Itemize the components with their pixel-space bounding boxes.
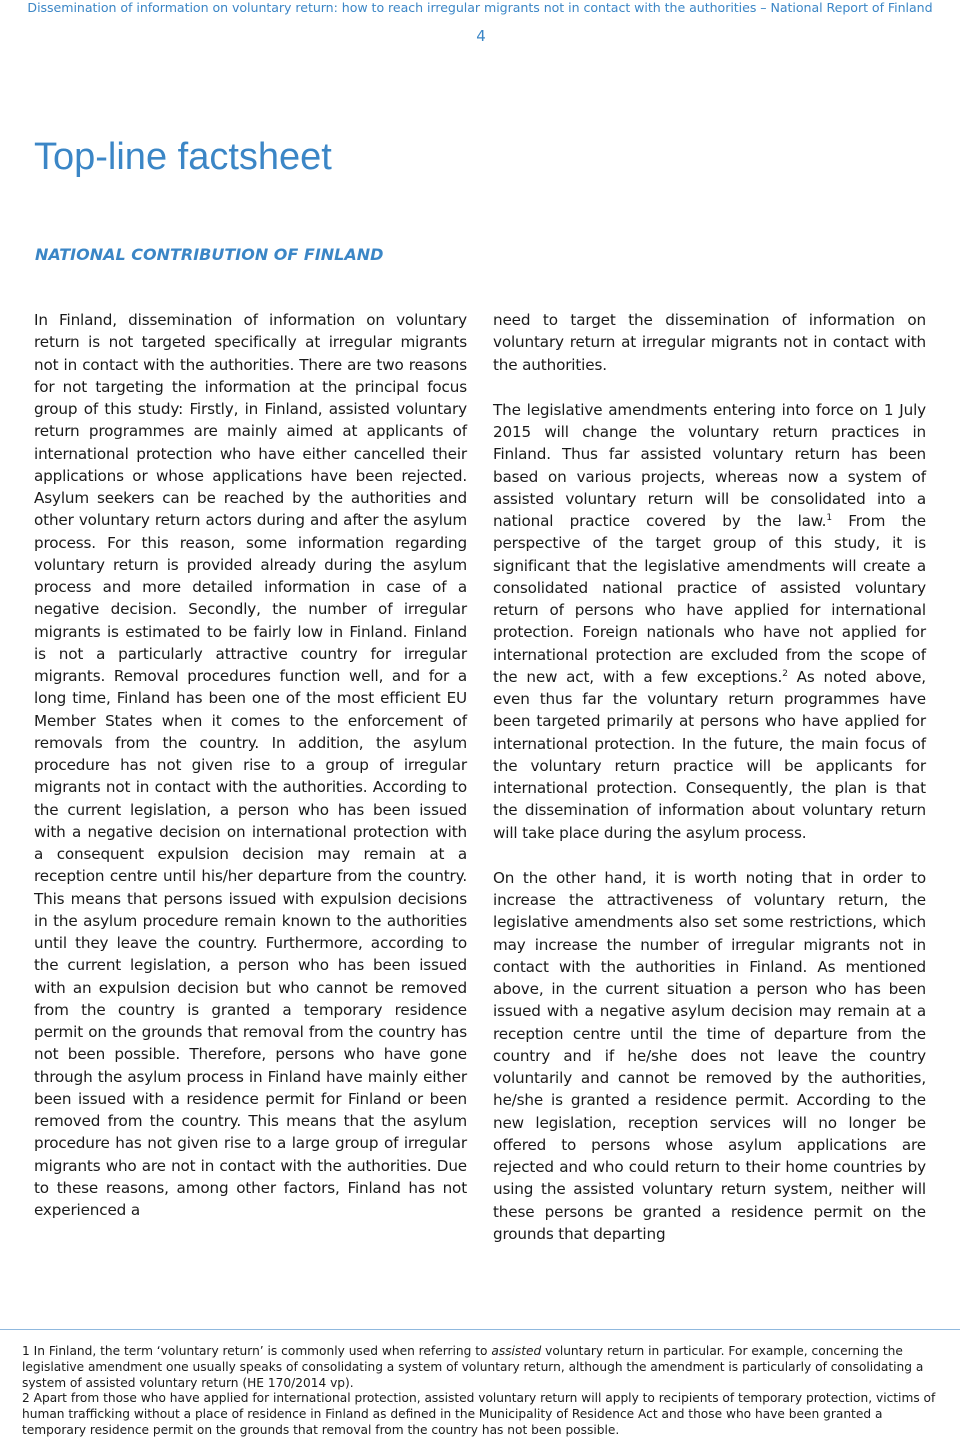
footnotes — [22, 1344, 942, 1439]
footnote-1 — [22, 1344, 942, 1391]
footnote-emphasis: assisted — [491, 1344, 542, 1358]
body-paragraph: In Finland, dissemination of information on voluntary return is not targeted specifically at irregular migrants not in contact with the authorities. There are two reasons for not targeting the information at the principal focus group of this study: Firstly, in Finland, assisted voluntary return programmes are mainly aimed at applicants of international protection who have either cancelled their applications or whose applications have been rejected. Asylum seekers can be reached by the authorities and other voluntary return actors during and after the asylum process. For this reason, some information regarding voluntary return is provided already during the asylum process and more detailed information in case of a negative decision. Secondly, the number of irregular migrants is estimated to be fairly low in Finland. Finland is not a particularly attractive country for irregular migrants. Removal procedures function well, and for a long time, Finland has been one of the most efficient EU Member States when it comes to the enforcement of removals from the country. In addition, the asylum procedure has not given rise to a group of irregular migrants not in contact with the authorities. According to the current legislation, a person who has been issued with a negative decision on international protection with a consequent expulsion decision may remain at a reception centre until his/her departure from the country. This means that persons issued with expulsion decisions in the asylum procedure remain known to the authorities until they leave the country. Furthermore, according to the current legislation, a person who has been issued with an expulsion decision but who cannot be removed from the country is granted a temporary residence permit on the grounds that removal from the country has not been possible. Therefore, persons who have gone through the asylum process in Finland have mainly either been issued with a residence permit for Finland or been removed from the country. This means that the asylum procedure has not given rise to a large group of irregular migrants who are not in contact with the authorities. Due to these reasons, among other factors, Finland has not experienced a — [34, 311, 467, 1219]
footnote-ref-2: 2 — [782, 668, 788, 679]
paragraph-text: As noted above, even thus far the voluntary return programmes have been targeted primarily at persons who have applied for international protection. In the future, the main focus of the voluntary return practice will be applicants for international protection. Consequently, the plan is that the dissemination of information about voluntary return will take place during the asylum process. — [493, 667, 926, 842]
page-title: Top-line factsheet — [34, 136, 332, 178]
body-paragraph: need to target the dissemination of information on voluntary return at irregular migrants not in contact with the authorities. — [493, 311, 926, 374]
footnote-2: 2 Apart from those who have applied for international protection, assisted voluntary return will apply to recipients of temporary protection, victims of human trafficking without a place of residence in Finland as defined in the Municipality of Residence Act and those who have been granted a temporary residence permit on the grounds that removal from the country has not been possible. — [22, 1391, 936, 1437]
section-heading: NATIONAL CONTRIBUTION OF FINLAND — [35, 245, 384, 264]
left-column — [34, 309, 467, 1221]
body-paragraph: On the other hand, it is worth noting that in order to increase the attractiveness of voluntary return, the legislative amendments also set some restrictions, which may increase the number of irregular migrants not in contact with the authorities in Finland. As mentioned above, in the current situation a person who has been issued with a negative asylum decision may remain at a reception centre until the time of departure from the country and if he/she does not leave the country voluntarily and cannot be removed by the authorities, he/she is granted a residence permit. According to the new legislation, reception services will no longer be offered to persons whose asylum applications are rejected and who could return to their home countries by using the assisted voluntary return system, neither will these persons be granted a residence permit on the grounds that departing — [493, 868, 926, 1243]
footnote-ref-1: 1 — [826, 513, 832, 523]
footnote-text: voluntary return in particular. For example, concerning the legislative amendment one usually speaks of consolidating a system of voluntary return, although the amendment is particularly of consolidating a system of assisted voluntary return (HE 170/2014 vp). — [22, 1344, 924, 1390]
paragraph-text: The legislative amendments entering into force on 1 July 2015 will change the voluntary return practices in Finland. Thus far assisted voluntary return has been based on various projects, whereas now a system of assisted voluntary return will be consolidated into a national practice covered by the law. — [493, 400, 926, 530]
footnote-text: 1 In Finland, the term ‘voluntary return’ is commonly used when referring to — [22, 1344, 492, 1358]
page-number: 4 — [476, 27, 486, 45]
running-header: Dissemination of information on voluntary return: how to reach irregular migrants not in contact with the authorities – National Report of Finland — [27, 0, 933, 15]
right-column — [493, 309, 926, 1245]
paragraph-text: From the perspective of the target group of this study, it is significant that the legislative amendments will create a consolidated national practice of assisted voluntary return of persons who have applied for international protection. Foreign nationals who have not applied for international protection are excluded from the scope of the new act, with a few exceptions. — [493, 512, 926, 686]
body-paragraph — [493, 399, 926, 844]
footnote-divider — [0, 1329, 960, 1330]
